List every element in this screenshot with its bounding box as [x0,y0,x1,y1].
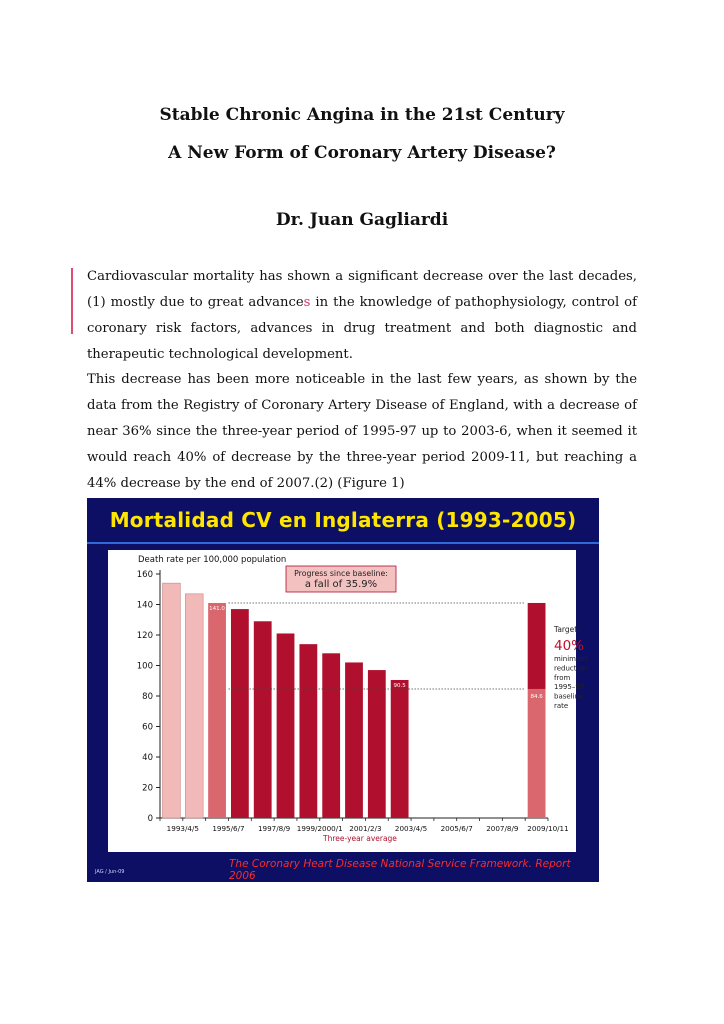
x-tick-label-7: 2007/8/9 [486,824,519,833]
x-axis-title: Three-year average [323,834,397,843]
x-tick-label-2: 1997/8/9 [257,824,291,833]
plot-panel [108,550,588,852]
paragraph-1-highlight: s [303,295,311,310]
target-note-heading: Target: [554,625,580,634]
bar-label-10: 90.5 [393,682,406,689]
mortality-chart [108,550,588,852]
y-tick-label-140: 140 [136,600,153,611]
bar-target-lower [528,689,546,818]
y-tick-label-100: 100 [136,661,153,672]
target-note-line-2: from [554,673,571,682]
bar-4 [254,621,272,818]
y-tick-label-40: 40 [142,753,153,763]
figure-title-underline [87,542,599,544]
y-tick-label-0: 0 [147,814,153,824]
target-note-line-0: minimum [554,655,588,663]
bar-9 [368,670,386,818]
document-title-line2: A New Form of Coronary Artery Disease? [168,143,556,163]
bar-2 [208,603,226,818]
paragraph-1 [87,264,637,368]
bar-target-upper [528,603,546,689]
x-tick-label-5: 2003/4/5 [394,824,428,833]
x-tick-label-6: 2005/6/7 [440,824,473,833]
x-tick-label-1: 1995/6/7 [212,824,245,833]
x-tick-label-4: 2001/2/3 [349,824,382,833]
paragraph-1-text-a: Cardiovascular mortality has shown a significant decrease over the last decades,(1) mostly due to great advance [87,269,637,310]
bar-7 [322,653,340,818]
figure-title: Mortalidad CV en Inglaterra (1993-2005) [109,508,577,532]
change-bar [71,268,73,334]
figure-tag: JAG / Jun-09 [95,869,125,875]
target-note-line-4: baseline [554,692,584,701]
bar-6 [299,644,317,818]
document-title-line1: Stable Chronic Angina in the 21st Century [159,105,565,125]
paragraph-2: This decrease has been more noticeable in the last few years, as shown by the data from the Registry of Coronary Artery Disease of England, with a decrease of near 36% since the three-year period of 1995-97 up to 2003-6, when it seemed it would reach 40% of decrease by the three-year period 2009-11, but reaching a 44% decrease by the end of 2007.(2) (Figure 1) [87,372,637,491]
document-author: Dr. Juan Gagliardi [275,210,449,230]
target-note-line-3: 1995–97 [554,683,585,692]
target-note-line-1: reduction [554,664,588,673]
bar-target-label: 84.6 [530,693,543,700]
y-tick-label-20: 20 [142,783,153,794]
bar-10 [391,680,409,818]
x-tick-label-0: 1993/4/5 [166,824,199,833]
target-note-line-5: rate [554,702,569,710]
progress-box-line1: Progress since baseline: [294,569,388,578]
bar-3 [231,609,249,818]
bar-0 [163,583,181,818]
y-tick-label-60: 60 [142,722,153,733]
progress-box-line2: a fall of 35.9% [304,579,378,590]
y-axis-title: Death rate per 100,000 population [138,555,287,565]
bar-8 [345,662,363,818]
bar-5 [277,633,295,818]
bar-1 [185,594,203,818]
x-tick-label-3: 1999/2000/1 [296,824,343,833]
paragraph-1-text-b: in the knowledge of pathophysiology, control of coronary risk factors, advances in drug treatment and both diagnostic and therapeutic technological development. [87,295,637,362]
figure-1 [87,498,599,882]
target-note-value: 40% [554,638,585,654]
y-tick-label-120: 120 [136,631,153,641]
bar-label-2: 141.0 [209,605,225,612]
figure-footer: The Coronary Heart Disease National Service Framework. Report 2006 [229,858,571,882]
y-tick-label-160: 160 [136,570,153,580]
y-tick-label-80: 80 [142,692,153,702]
x-tick-label-8: 2009/10/11 [527,824,569,833]
